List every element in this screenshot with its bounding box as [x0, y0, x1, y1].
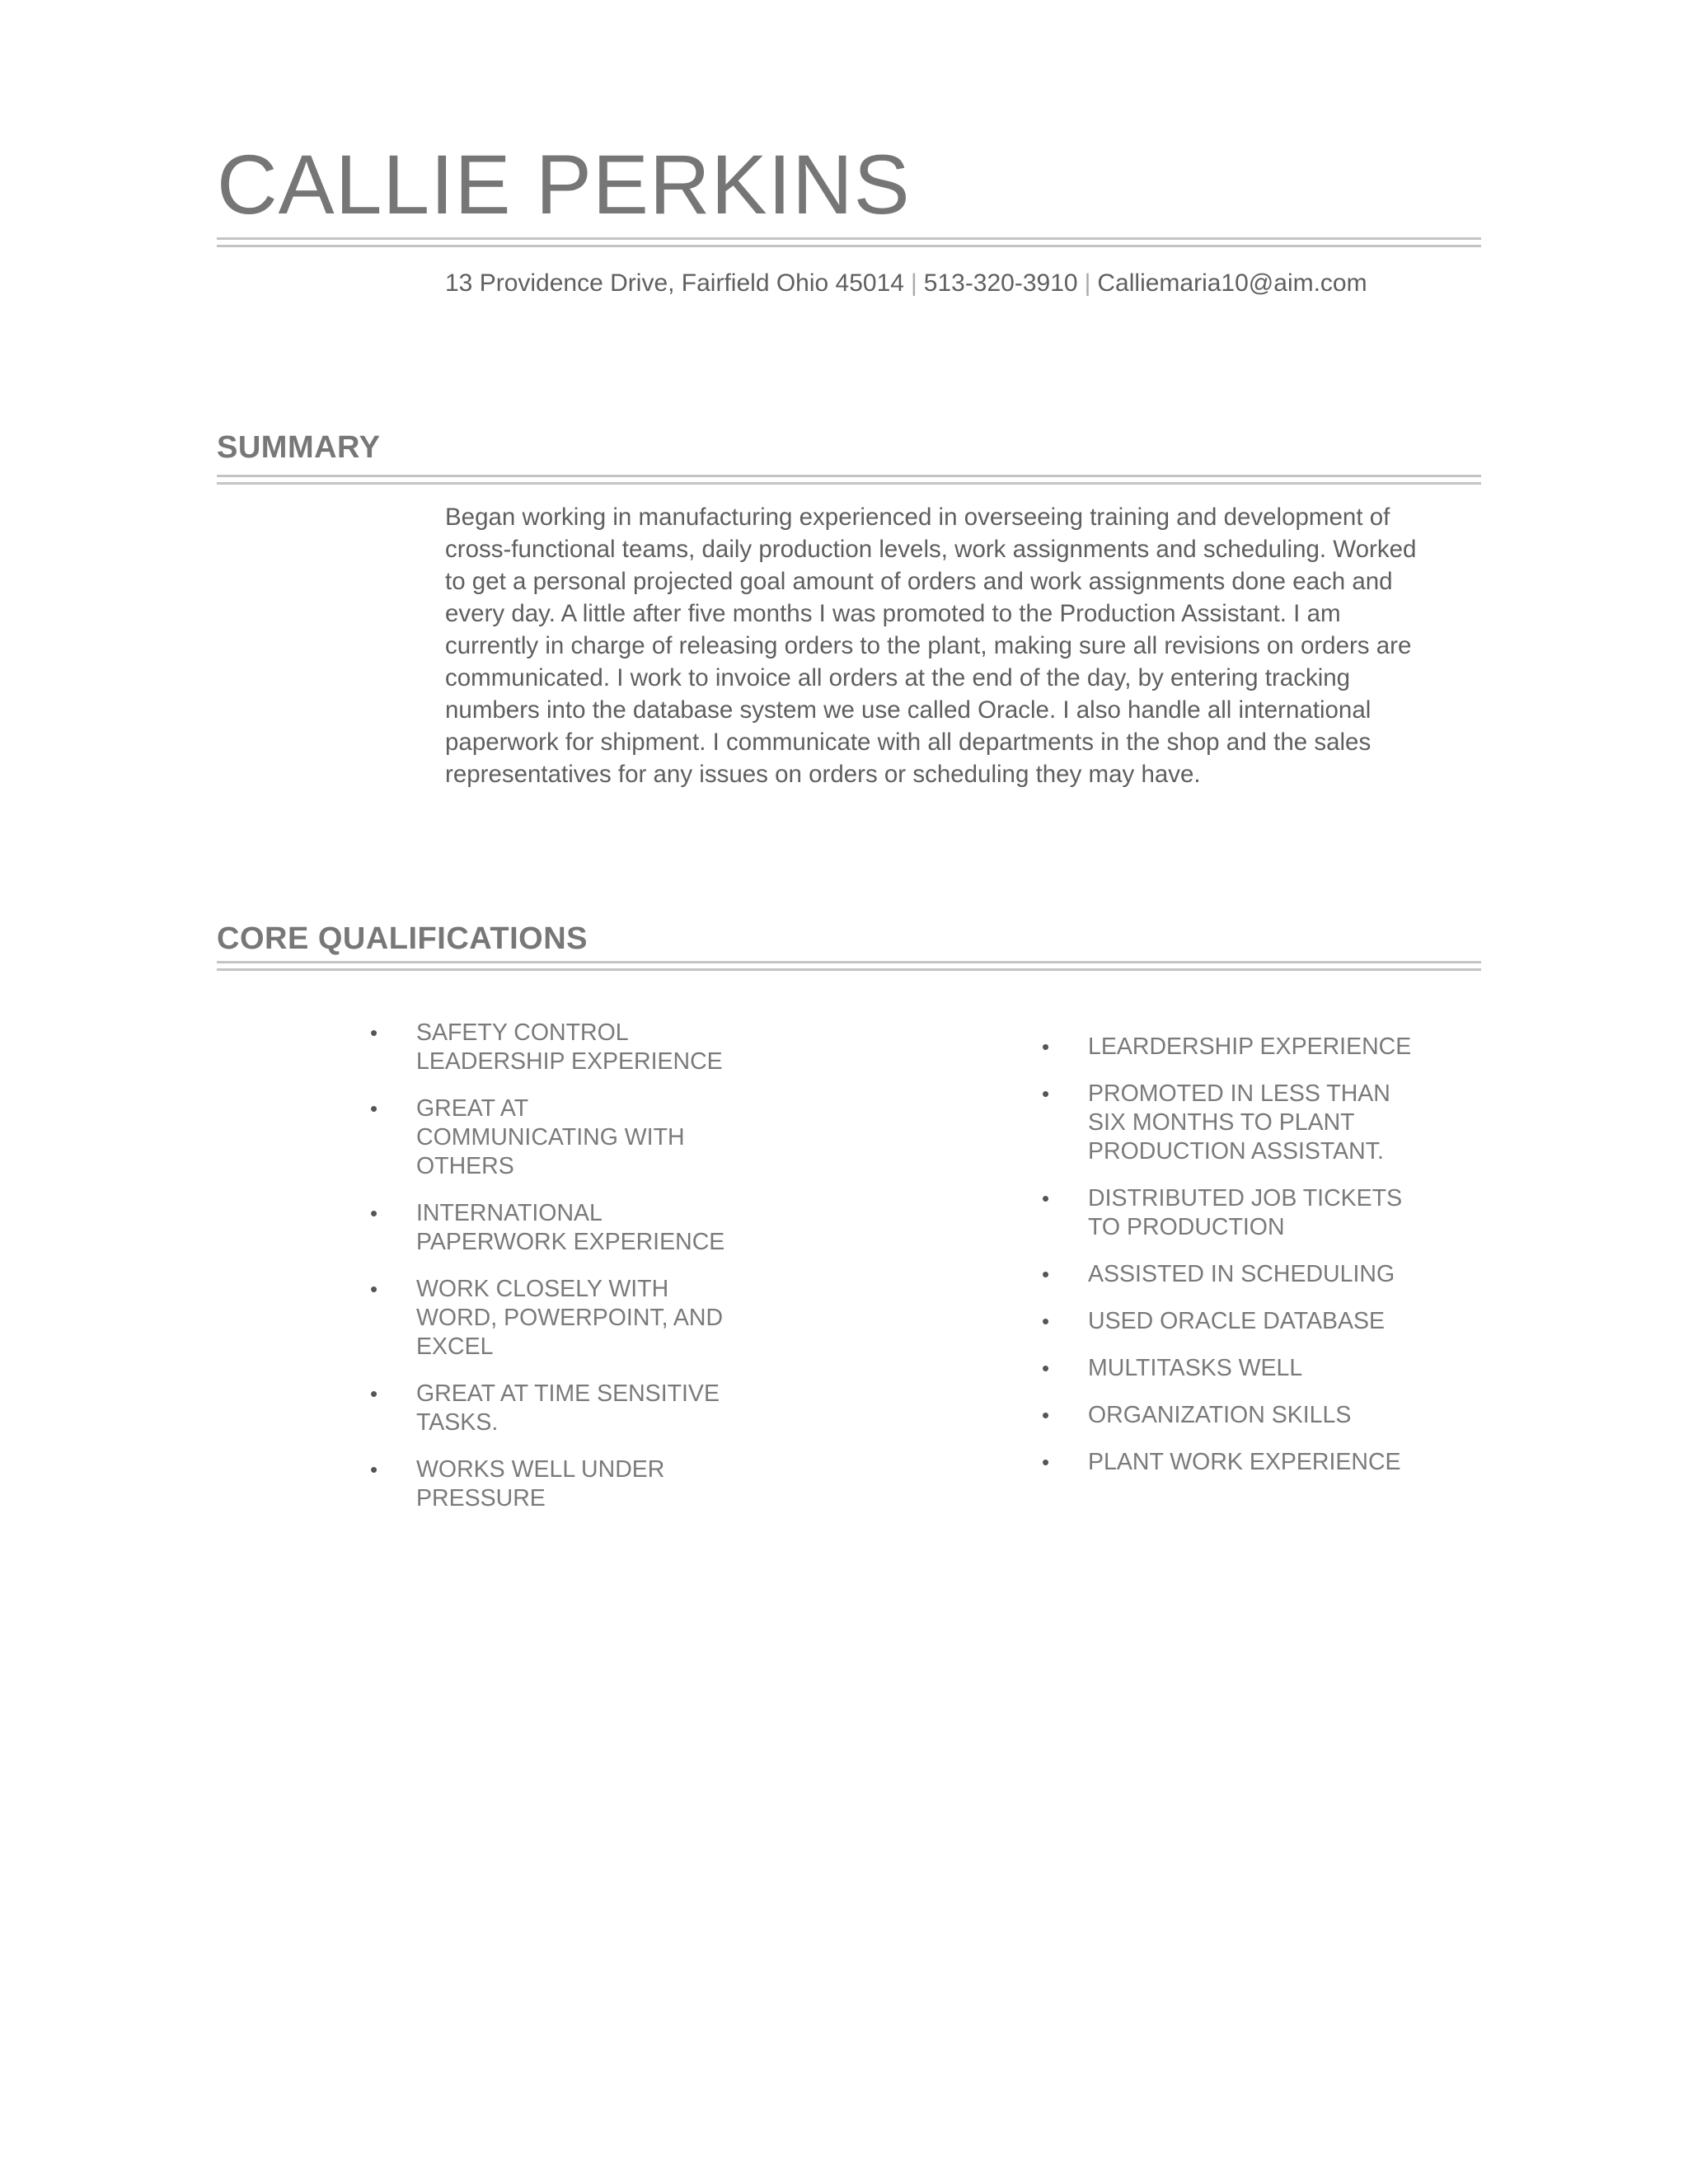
bullet-icon: • [1042, 1262, 1050, 1286]
summary-heading: SUMMARY [217, 430, 381, 465]
list-item: • USED ORACLE DATABASE [1042, 1308, 1386, 1334]
resume-name: CALLIE PERKINS [217, 138, 911, 232]
summary-divider [217, 475, 1481, 485]
list-item: • PROMOTED IN LESS THAN SIX MONTHS TO PLANT PRODUCTION ASSISTANT. [1042, 1080, 1390, 1165]
bullet-icon: • [370, 1457, 378, 1482]
qualifications-heading: CORE QUALIFICATIONS [217, 921, 588, 956]
list-item: • MULTITASKS WELL [1042, 1355, 1303, 1381]
list-item: • ORGANIZATION SKILLS [1042, 1402, 1352, 1428]
list-item: • INTERNATIONAL PAPERWORK EXPERIENCE [370, 1200, 725, 1255]
list-item: • WORKS WELL UNDER PRESSURE [370, 1456, 665, 1511]
header-divider [217, 237, 1481, 247]
bullet-icon: • [1042, 1309, 1050, 1333]
contact-address: 13 Providence Drive, Fairfield Ohio 45014 [445, 269, 904, 297]
contact-line [445, 269, 1367, 298]
bullet-icon: • [370, 1096, 378, 1121]
list-item: • GREAT AT COMMUNICATING WITH OTHERS [370, 1095, 685, 1179]
qualifications-divider [217, 961, 1481, 971]
bullet-icon: • [370, 1020, 378, 1045]
contact-phone: 513-320-3910 [923, 269, 1078, 297]
bullet-icon: • [1042, 1450, 1050, 1474]
list-item: • GREAT AT TIME SENSITIVE TASKS. [370, 1380, 720, 1436]
contact-email: Calliemaria10@aim.com [1097, 269, 1367, 297]
bullet-icon: • [370, 1201, 378, 1226]
bullet-icon: • [1042, 1186, 1050, 1211]
list-item: • DISTRIBUTED JOB TICKETS TO PRODUCTION [1042, 1185, 1403, 1240]
bullet-icon: • [370, 1381, 378, 1406]
list-item: • WORK CLOSELY WITH WORD, POWERPOINT, AND EXCEL [370, 1276, 724, 1360]
list-item: • ASSISTED IN SCHEDULING [1042, 1261, 1395, 1287]
contact-separator: | [1084, 269, 1091, 297]
list-item: • PLANT WORK EXPERIENCE [1042, 1449, 1401, 1475]
bullet-icon: • [1042, 1034, 1050, 1059]
bullet-icon: • [1042, 1081, 1050, 1106]
bullet-icon: • [370, 1277, 378, 1301]
bullet-icon: • [1042, 1403, 1050, 1427]
qualifications-list-left [370, 1019, 729, 1531]
bullet-icon: • [1042, 1356, 1050, 1380]
list-item: • LEARDERSHIP EXPERIENCE [1042, 1033, 1412, 1060]
qualifications-list-right [1042, 1033, 1418, 1495]
list-item: • SAFETY CONTROL LEADERSHIP EXPERIENCE [370, 1019, 723, 1075]
summary-paragraph: Began working in manufacturing experienced in overseeing training and development of cross-functional teams, daily production levels, work assignments and scheduling. Worked to get a personal projected goal amount of orders and work assignments done each and every day. A little after five months I was promoted to the Production Assistant. I am currently in charge of releasing orders to the plant, making sure all revisions on orders are communicated. I work to invoice all orders at the end of the day, by entering tracking numbers into the database system we use called Oracle. I also handle all international paperwork for shipment. I communicate with all departments in the shop and the sales representatives for any issues on orders or scheduling they may have. [445, 504, 1417, 788]
contact-separator: | [910, 269, 917, 297]
